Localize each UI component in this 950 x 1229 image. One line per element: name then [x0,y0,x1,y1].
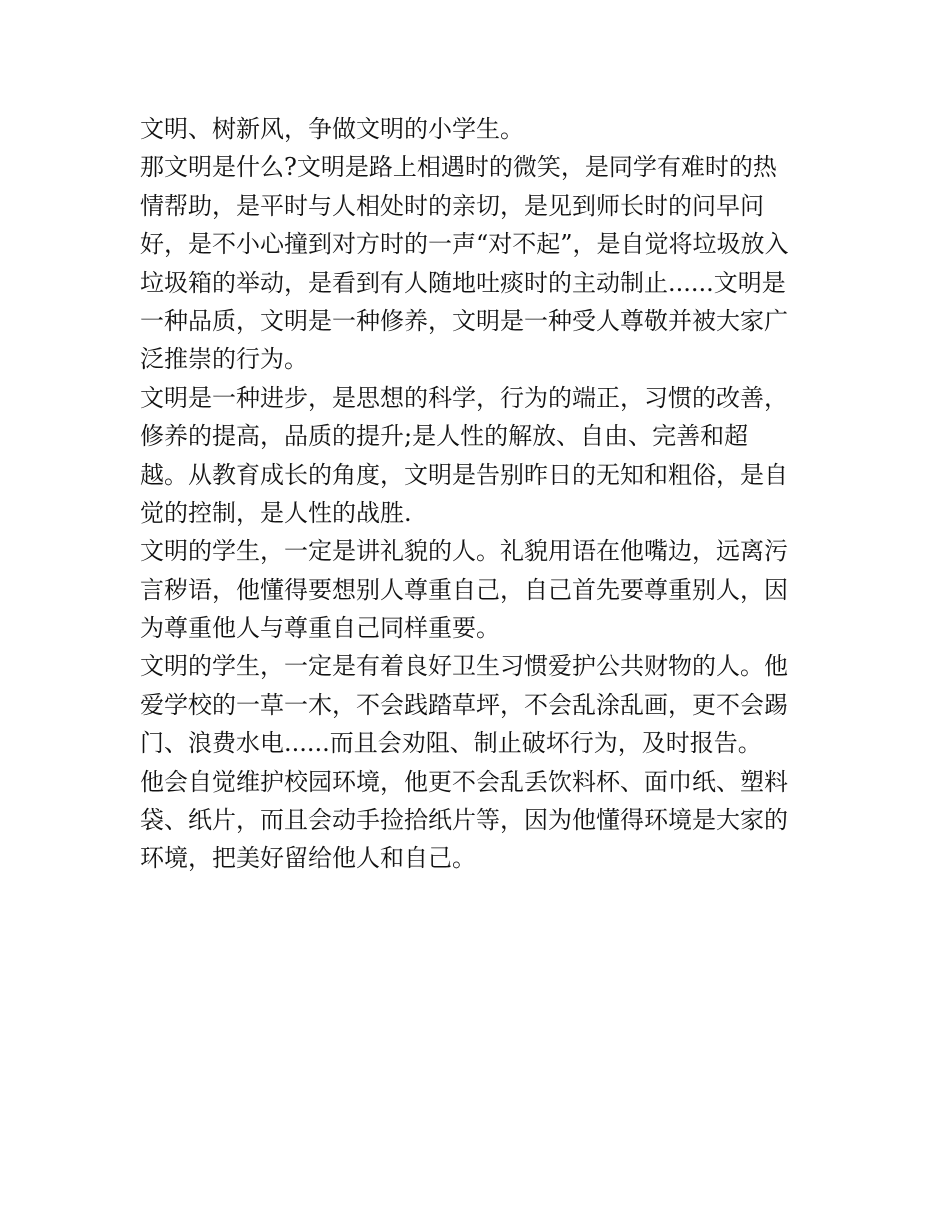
text-line: 为尊重他人与尊重自己同样重要。 [140,614,500,643]
text-line: 一种品质，文明是一种修养，文明是一种受人尊敬并被大家广 [140,306,788,335]
text-line: 文明、树新风，争做文明的小学生。 [140,115,524,143]
text-line: 爱学校的一草一木，不会践踏草坪，不会乱涂乱画，更不会踢 [140,690,788,719]
text-line: 文明的学生，一定是有着良好卫生习惯爱护公共财物的人。他 [140,652,788,681]
text-line: 那文明是什么?文明是路上相遇时的微笑，是同学有难时的热 [140,153,777,182]
text-line: 情帮助，是平时与人相处时的亲切，是见到师长时的问早问 [140,191,764,220]
paragraph-5 [140,647,820,762]
text-line: 觉的控制，是人性的战胜. [140,498,412,527]
text-line: 垃圾箱的举动，是看到有人随地吐痰时的主动制止......文明是 [140,268,786,297]
text-line: 文明是一种进步，是思想的科学，行为的端正，习惯的改善， [140,383,788,412]
paragraph-3 [140,379,820,533]
paragraph-1 [140,110,820,148]
text-line: 袋、纸片，而且会动手捡拾纸片等，因为他懂得环境是大家的 [140,806,788,835]
paragraph-4 [140,532,820,647]
text-line: 好，是不小心撞到对方时的一声“对不起”，是自觉将垃圾放入 [140,230,789,259]
text-line: 他会自觉维护校园环境，他更不会乱丢饮料杯、面巾纸、塑料 [140,767,788,796]
text-line: 泛推崇的行为。 [140,345,308,374]
text-line: 修养的提高，品质的提升;是人性的解放、自由、完善和超 [140,422,749,451]
text-line: 文明的学生，一定是讲礼貌的人。礼貌用语在他嘴边，远离污 [140,537,788,566]
text-line: 言秽语，他懂得要想别人尊重自己，自己首先要尊重别人，因 [140,575,788,604]
text-line: 环境，把美好留给他人和自己。 [140,844,476,873]
paragraph-6 [140,763,820,878]
paragraph-2 [140,148,820,378]
document-body [140,110,820,878]
text-line: 越。从教育成长的角度，文明是告别昨日的无知和粗俗，是自 [140,460,788,489]
text-line: 门、浪费水电......而且会劝阻、制止破坏行为，及时报告。 [140,729,762,758]
